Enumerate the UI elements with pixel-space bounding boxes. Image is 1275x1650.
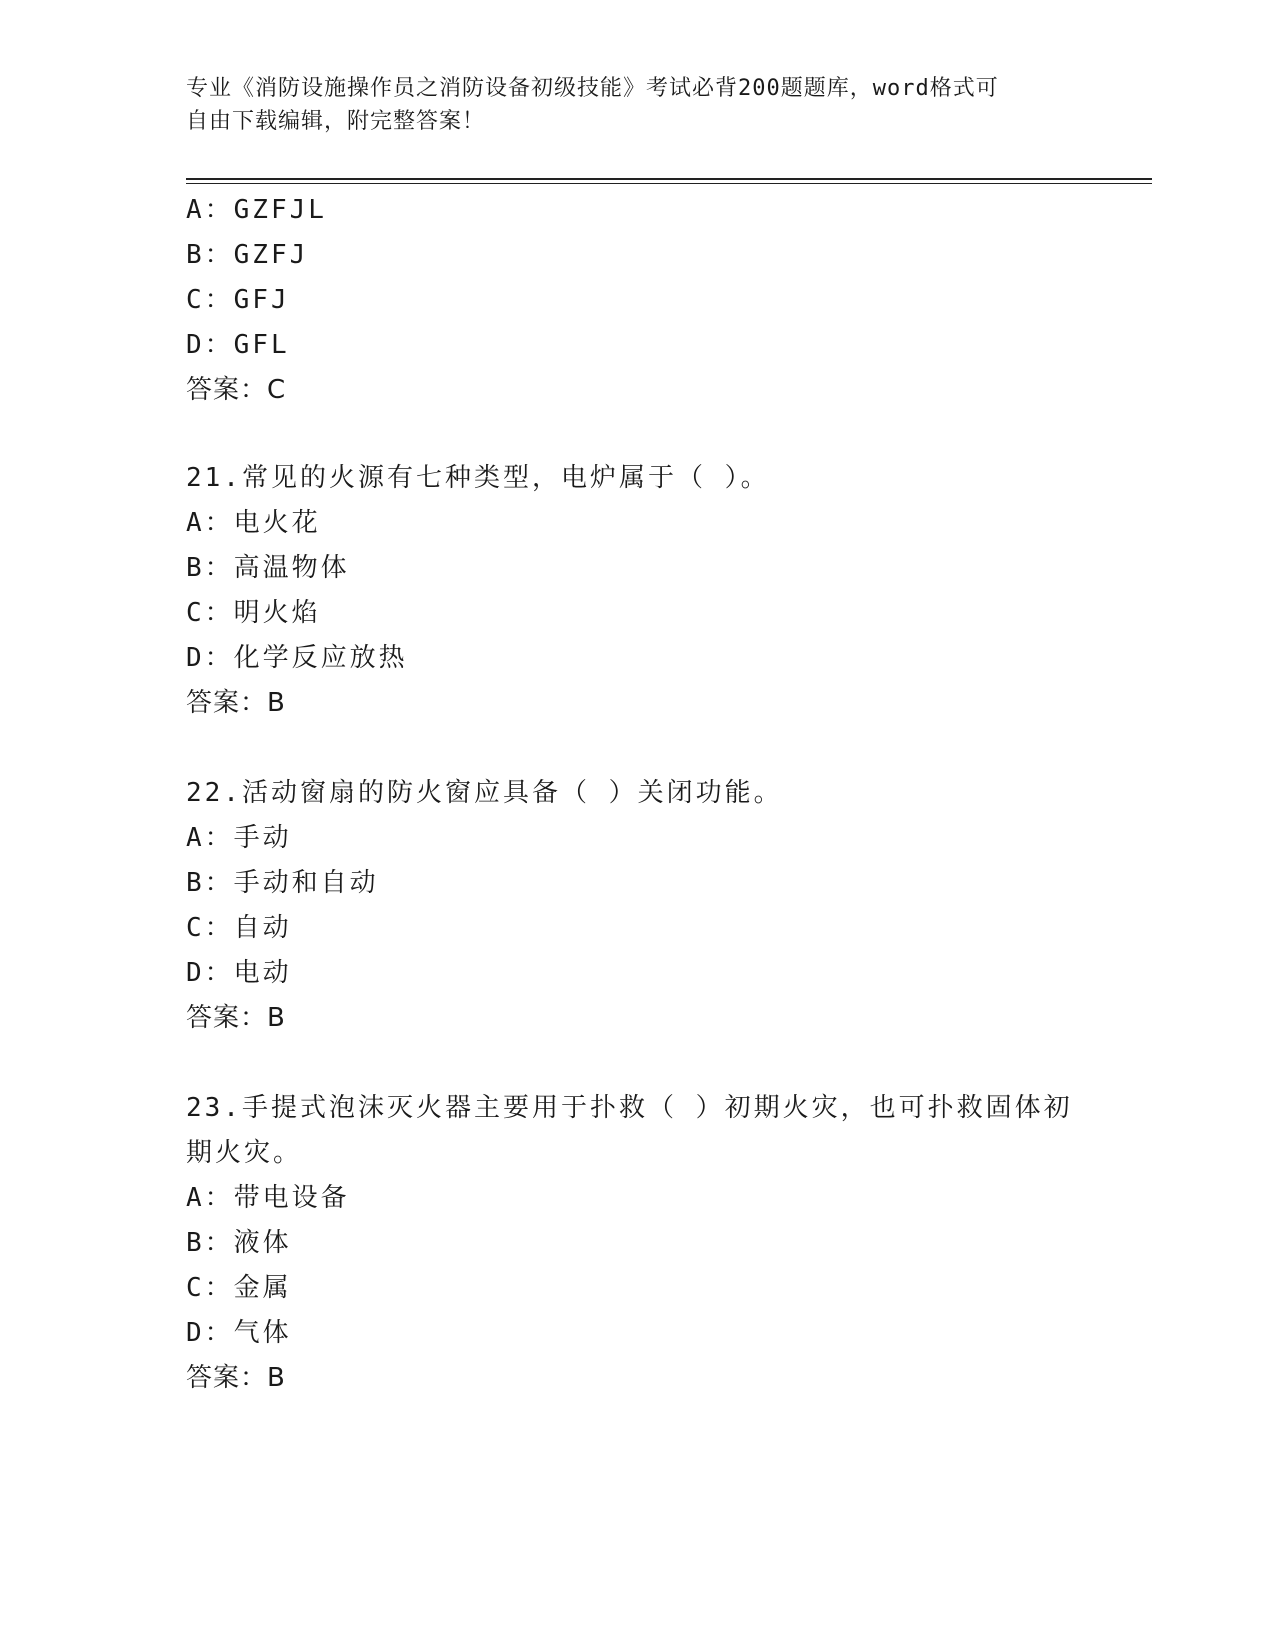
- option-b: B：液体: [186, 1228, 292, 1258]
- answer: 答案：B: [186, 1363, 286, 1393]
- header-divider-thin: [186, 183, 1152, 184]
- option-a: A：电火花: [186, 508, 321, 538]
- answer: 答案：C: [186, 375, 287, 405]
- page-title: [186, 72, 1086, 138]
- option-b: B：手动和自动: [186, 868, 379, 898]
- answer: 答案：B: [186, 688, 286, 718]
- option-d: D：GFL: [186, 330, 290, 360]
- question-stem: 21.常见的火源有七种类型，电炉属于（ ）。: [186, 463, 770, 493]
- option-d: D：气体: [186, 1318, 292, 1348]
- answer: 答案：B: [186, 1003, 286, 1033]
- question-stem-line-2: 期火灾。: [186, 1138, 303, 1168]
- option-a: A：手动: [186, 823, 292, 853]
- option-c: C：金属: [186, 1273, 292, 1303]
- question-stem-line-1: 23.手提式泡沫灭火器主要用于扑救（ ）初期火灾，也可扑救固体初: [186, 1093, 1073, 1123]
- option-c: C：明火焰: [186, 598, 321, 628]
- header-divider-thick: [186, 178, 1152, 180]
- option-a: A：带电设备: [186, 1183, 350, 1213]
- title-line-1: 专业《消防设施操作员之消防设备初级技能》考试必背200题题库，word格式可: [186, 76, 999, 101]
- option-b: B：GZFJ: [186, 240, 309, 270]
- title-line-2: 自由下载编辑，附完整答案！: [186, 109, 486, 134]
- option-b: B：高温物体: [186, 553, 350, 583]
- option-c: C：自动: [186, 913, 292, 943]
- question-stem: 22.活动窗扇的防火窗应具备（ ）关闭功能。: [186, 778, 783, 808]
- option-d: D：电动: [186, 958, 292, 988]
- option-a: A：GZFJL: [186, 195, 327, 225]
- option-d: D：化学反应放热: [186, 643, 408, 673]
- option-c: C：GFJ: [186, 285, 290, 315]
